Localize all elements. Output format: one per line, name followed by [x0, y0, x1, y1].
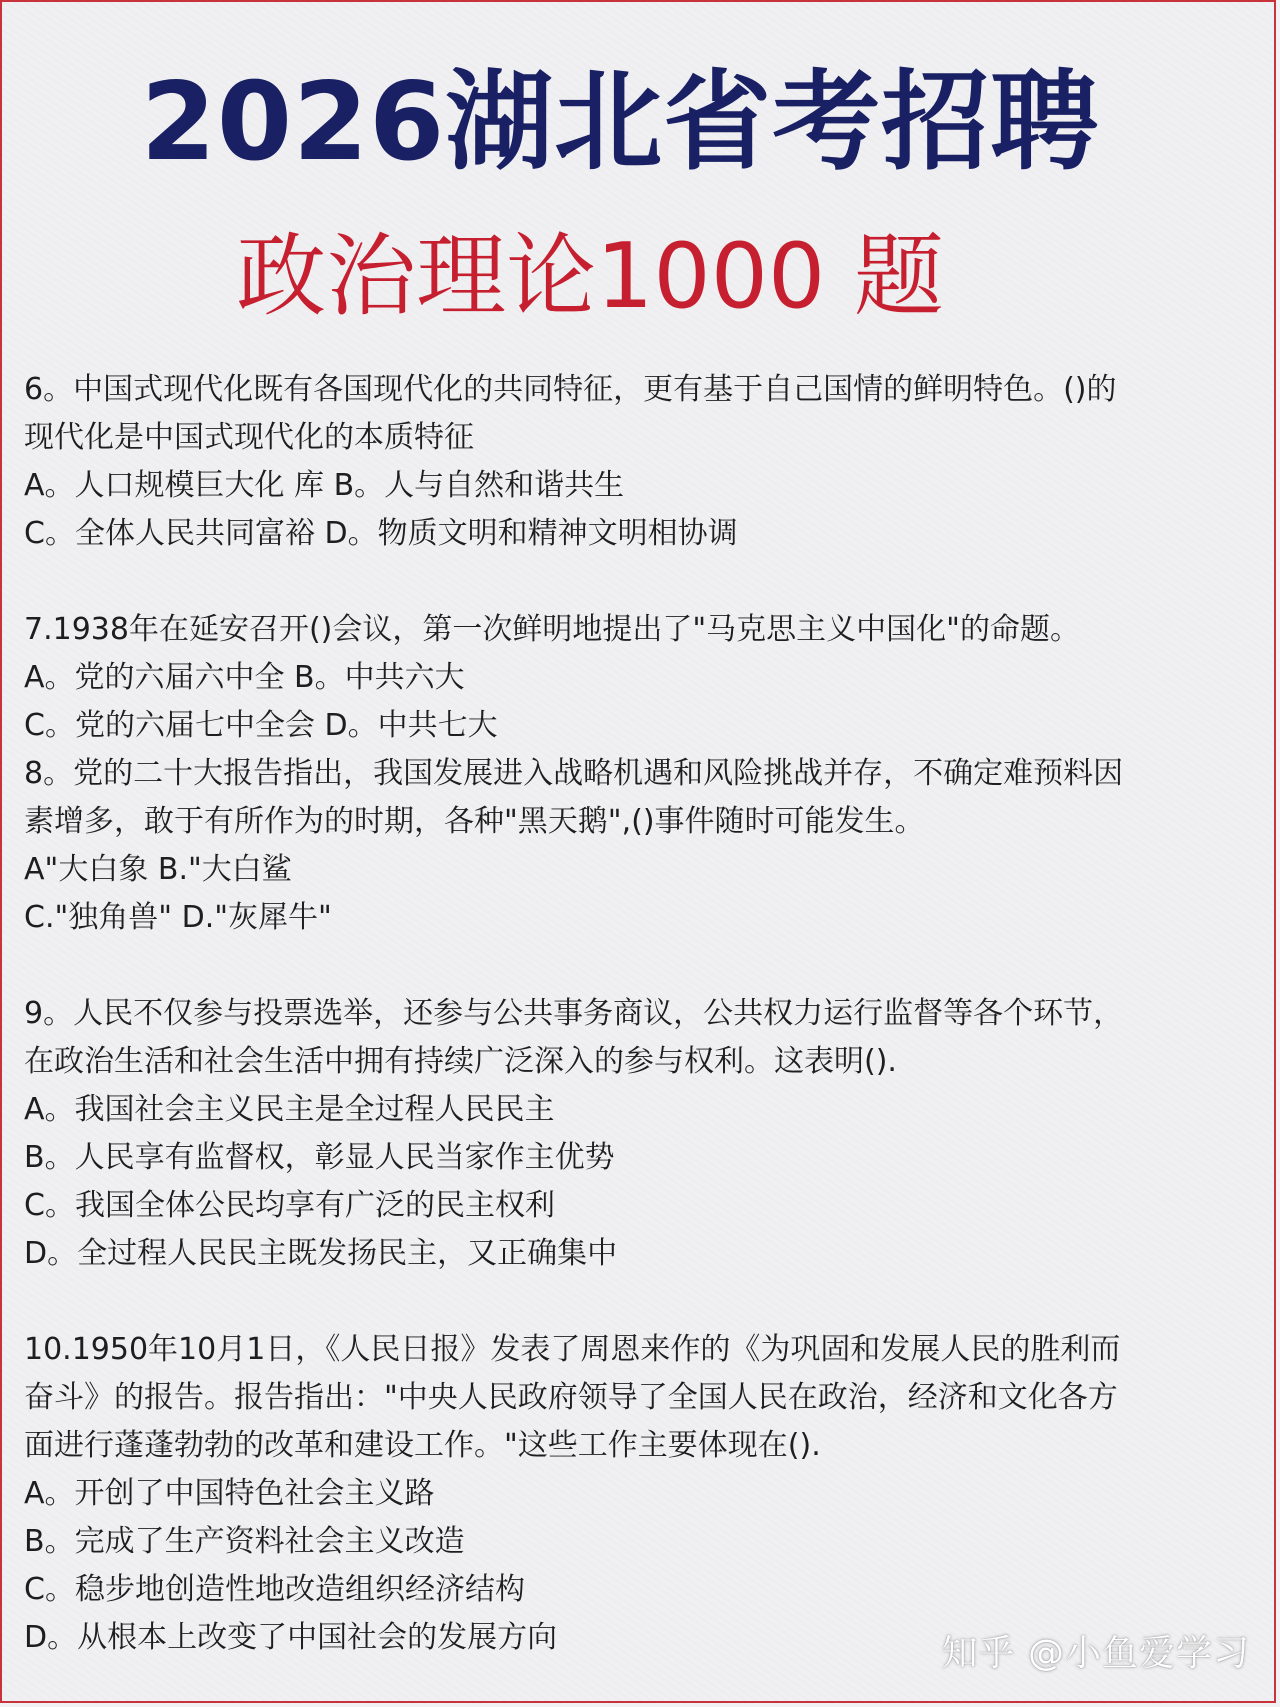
question-9-option-a: A。我国社会主义民主是全过程人民民主: [24, 1092, 555, 1127]
question-7-stem: 7.1938年在延安召开()会议，第一次鲜明地提出了"马克思主义中国化"的命题。: [24, 612, 1080, 647]
question-10: [24, 1326, 1260, 1662]
question-6: [24, 366, 1260, 558]
spacer: [24, 558, 1260, 606]
question-10-option-a: A。开创了中国特色社会主义路: [24, 1476, 435, 1511]
question-9-stem-line-1: 9。人民不仅参与投票选举，还参与公共事务商议，公共权力运行监督等各个环节，: [24, 996, 1124, 1031]
question-9-option-d: D。全过程人民民主既发扬民主，又正确集中: [24, 1236, 618, 1271]
question-8-options-ab: A"大白象 B."大白鲨: [24, 852, 292, 887]
question-list: [24, 366, 1260, 1662]
question-9-option-b: B。人民享有监督权，彰显人民当家作主优势: [24, 1140, 615, 1175]
question-6-stem-line-1: 6。中国式现代化既有各国现代化的共同特征，更有基于自己国情的鲜明特色。()的: [24, 372, 1117, 407]
question-10-stem-line-3: 面进行蓬蓬勃勃的改革和建设工作。"这些工作主要体现在().: [24, 1428, 821, 1463]
page-title: 2026湖北省考招聘: [140, 60, 1100, 185]
question-7-options-ab: A。党的六届六中全 B。中共六大: [24, 660, 465, 695]
question-10-stem-line-1: 10.1950年10月1日，《人民日报》发表了周恩来作的《为巩固和发展人民的胜利而: [24, 1332, 1121, 1367]
page-subtitle: 政治理论1000 题: [236, 224, 944, 329]
question-6-options-cd: C。全体人民共同富裕 D。物质文明和精神文明相协调: [24, 516, 738, 551]
spacer: [24, 1278, 1260, 1326]
question-8-stem-line-1: 8。党的二十大报告指出，我国发展进入战略机遇和风险挑战并存，不确定难预料因: [24, 756, 1124, 791]
question-6-options-ab: A。人口规模巨大化 库 B。人与自然和谐共生: [24, 468, 625, 503]
question-10-option-b: B。完成了生产资料社会主义改造: [24, 1524, 465, 1559]
question-8-options-cd: C."独角兽" D."灰犀牛": [24, 900, 332, 935]
question-6-stem-line-2: 现代化是中国式现代化的本质特征: [24, 420, 474, 455]
zhihu-watermark: 知乎 @小鱼爱学习: [941, 1633, 1250, 1674]
question-8: [24, 750, 1260, 942]
question-9-stem-line-2: 在政治生活和社会生活中拥有持续广泛深入的参与权利。这表明().: [24, 1044, 897, 1079]
spacer: [24, 942, 1260, 990]
question-10-option-c: C。稳步地创造性地改造组织经济结构: [24, 1572, 525, 1607]
question-8-stem-line-2: 素增多，敢于有所作为的时期，各种"黑天鹅",()事件随时可能发生。: [24, 804, 925, 839]
question-10-stem-line-2: 奋斗》的报告。报告指出："中央人民政府领导了全国人民在政治，经济和文化各方: [24, 1380, 1118, 1415]
question-7: [24, 606, 1260, 750]
question-7-options-cd: C。党的六届七中全会 D。中共七大: [24, 708, 498, 743]
question-9-option-c: C。我国全体公民均享有广泛的民主权利: [24, 1188, 555, 1223]
question-9: [24, 990, 1260, 1278]
question-10-option-d: D。从根本上改变了中国社会的发展方向: [24, 1620, 558, 1655]
